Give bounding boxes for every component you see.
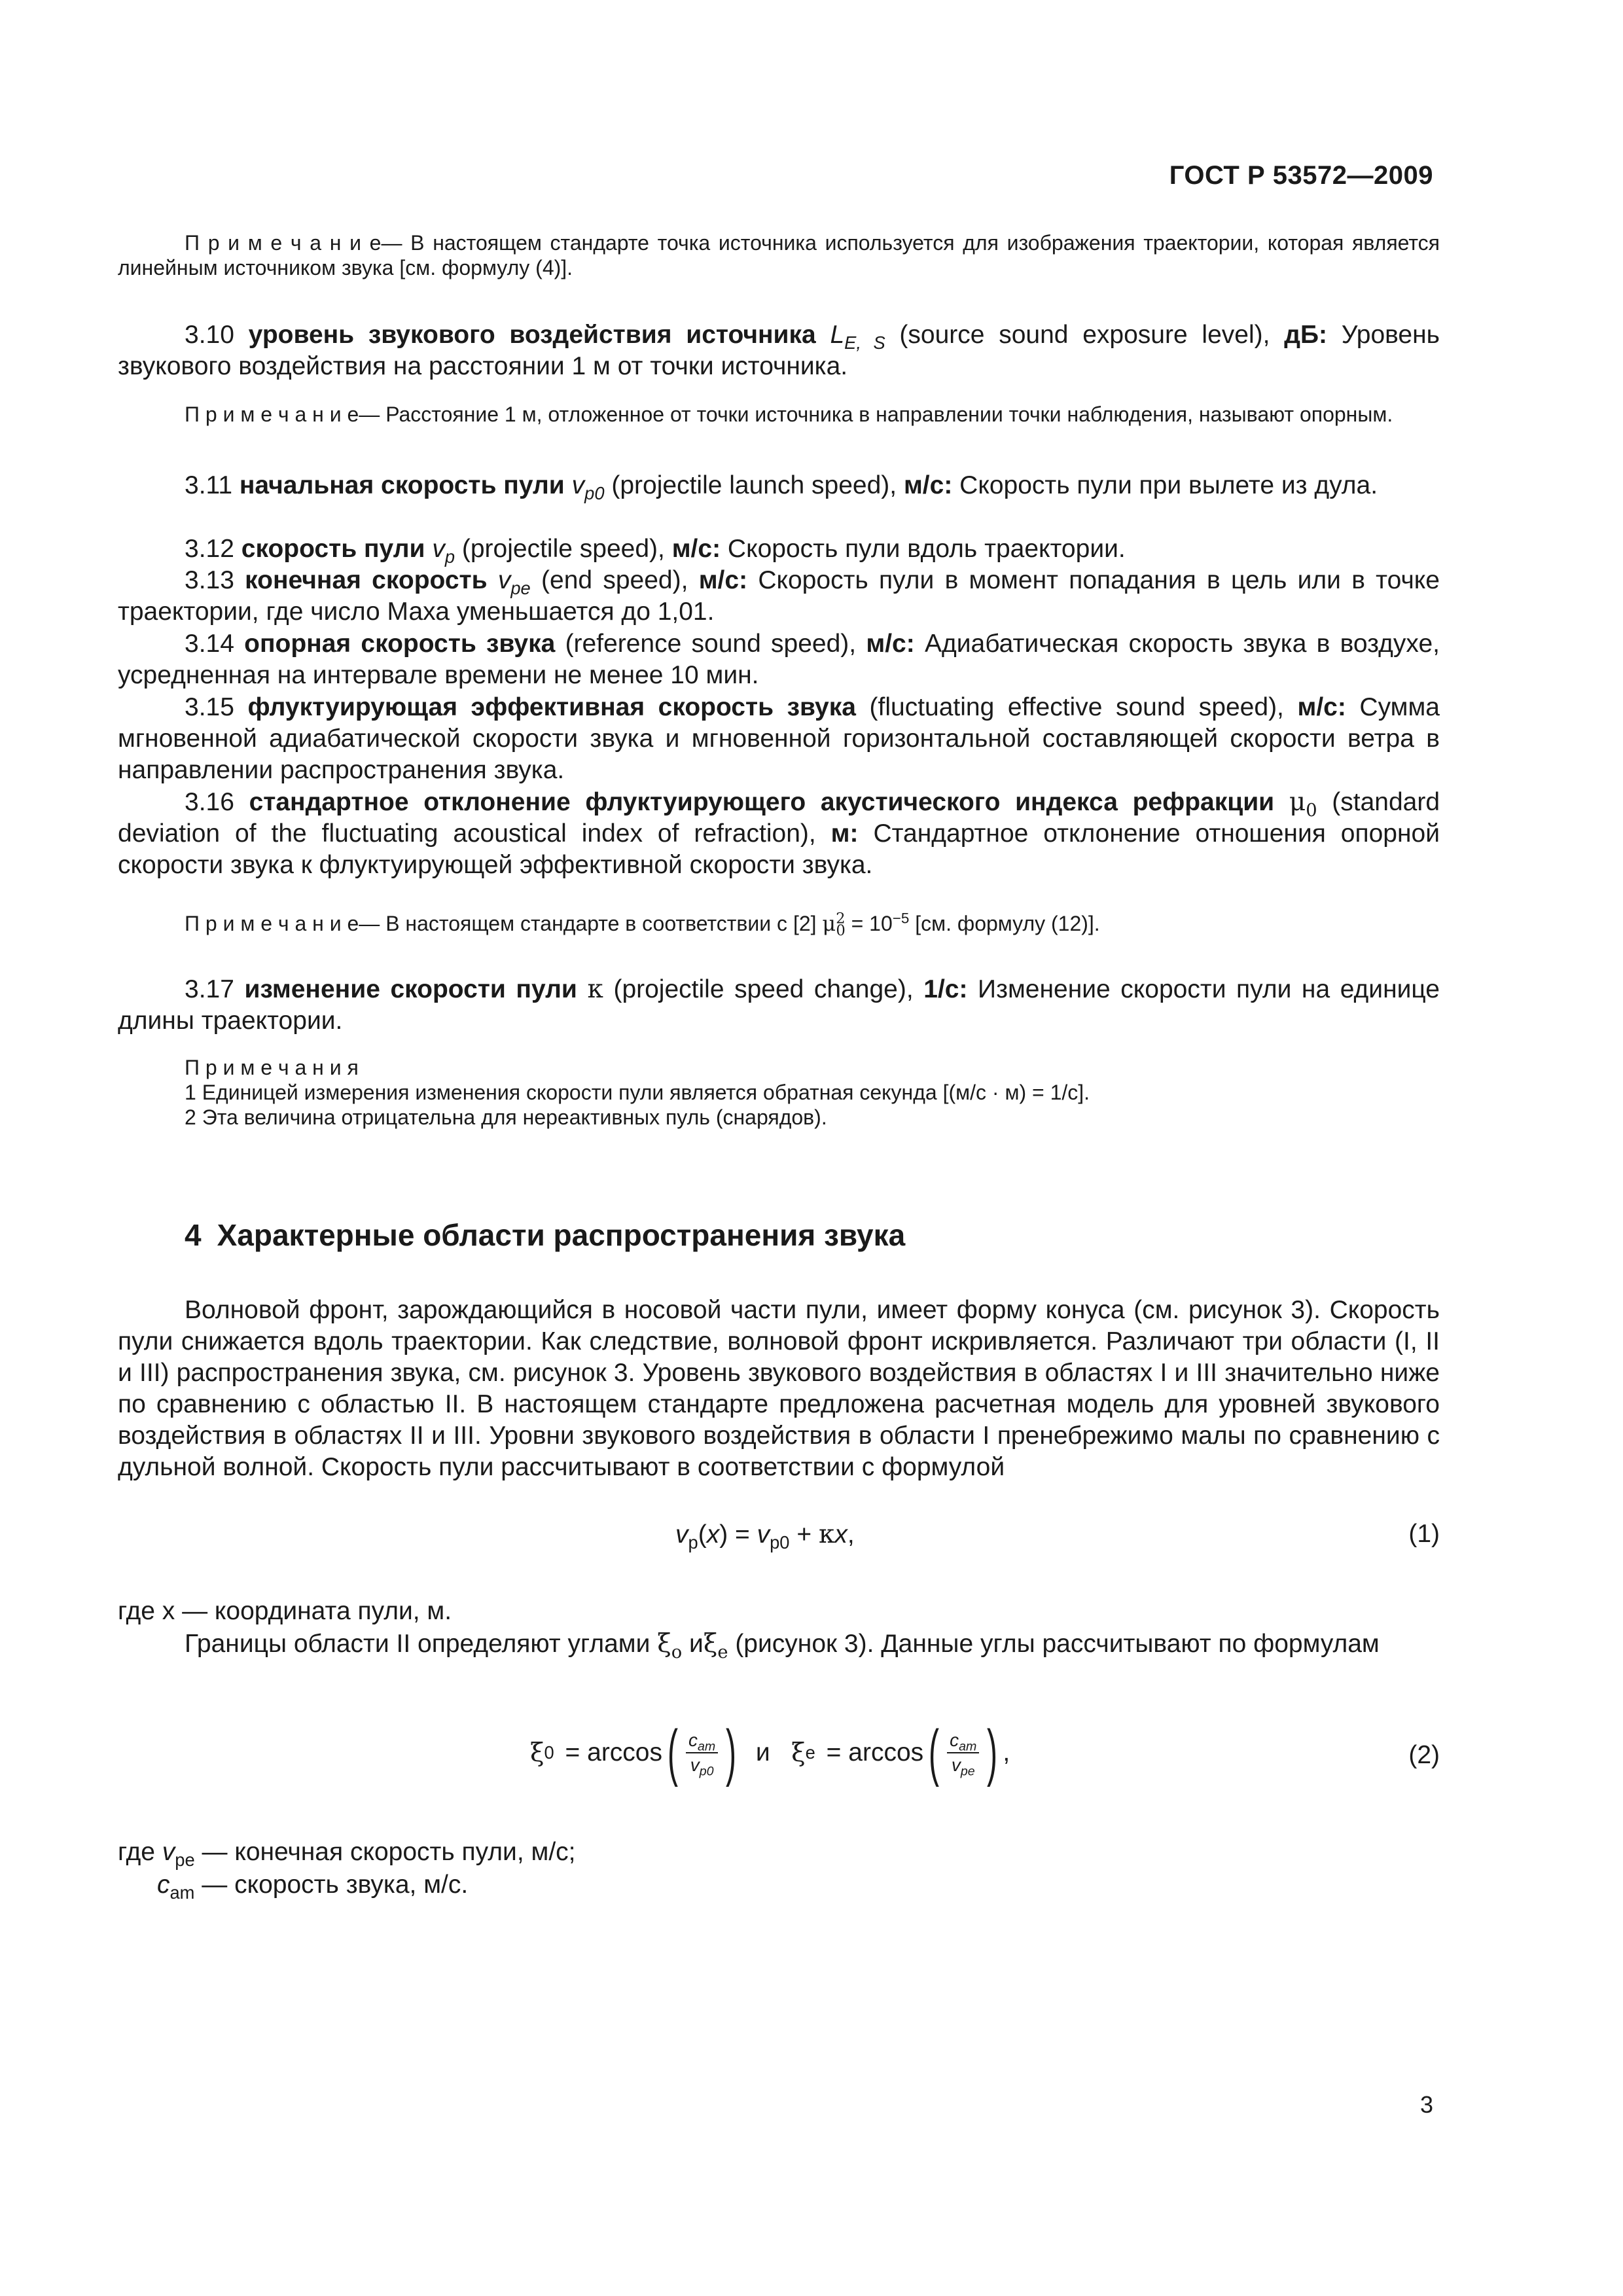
term-title: флуктуирующая эффективная скорость звука [247,693,856,721]
note-3-10 [118,402,1440,427]
term-english: (projectile speed change), [613,975,914,1003]
term-symbol: $v_{pe}$ [497,566,531,598]
term-english: (end speed), [541,566,688,594]
xi-e-symbol: $\xi_e$ [703,1629,728,1662]
term-symbol: $v_{p0}$ [571,471,605,503]
notes-label: П р и м е ч а н и я [185,1056,359,1079]
term-definition: Скорость пули при вылете из дула. [959,471,1378,499]
term-number: 3.16 [185,788,234,816]
note-exponent: −5 [892,910,910,927]
paragraph-text: Волновой фронт, зарождающийся в носовой части пули, имеет форму конуса (см. рисунок 3). Скорость пули снижается вдоль траектории. Как следствие, волновой фронт искривляется. Различают три области (I, II и III) распространения звука, см. рисунок 3. Уровень звукового воздействия в областях I и III значительно ниже по сравнению с областью II. В настоящем стандарте предложена расчетная модель для уровней звукового воздействия в областях II и III. Уровни звукового воздействия в области I пренебрежимо малы по сравнению с дульной волной. Скорость пули рассчитывают в соответствии с формулой [118,1296,1440,1481]
term-title: конечная скорость [245,566,488,594]
term-number: 3.14 [185,630,234,658]
term-unit: м/с: [903,471,953,499]
term-3-14 [118,628,1440,691]
section-4-paragraph [118,1295,1440,1483]
term-english: (fluctuating effective sound speed), [869,693,1284,721]
term-english: (standard deviation of the fluctuating acoustical index of refraction), [118,788,1440,848]
standard-header: ГОСТ Р 53572—2009 [1169,161,1433,190]
term-symbol: $\mu_0$ [1289,787,1317,821]
term-unit: 1/с: [923,975,968,1003]
note-item-2: 2 Эта величина отрицательна для нереактивных пуль (снарядов). [185,1105,827,1129]
term-3-11 [118,470,1440,501]
term-3-12 [118,533,1440,565]
term-definition: Адиабатическая скорость звука в воздухе, усредненная на интервале времени не менее 10 мин. [118,630,1440,689]
mu-symbol: $\mu^2_0$ [822,910,846,940]
xi-o-symbol: $\xi_o$ [657,1629,683,1662]
term-number: 3.10 [185,321,234,349]
term-title: начальная скорость пули [239,471,565,499]
equation-2-number: (2) [1408,1741,1440,1769]
term-symbol: κ [587,975,603,1004]
section-heading [185,1217,905,1253]
term-number: 3.17 [185,975,234,1003]
term-unit: м/с: [866,630,915,658]
section-title: Характерные области распространения звука [217,1218,906,1252]
term-english: (source sound exposure level), [899,321,1270,349]
note-label: П р и м е ч а н и е [185,912,359,935]
term-definition: Скорость пули вдоль траектории. [727,535,1126,563]
term-number: 3.13 [185,566,234,594]
term-title: стандартное отклонение флуктуирующего акустического индекса рефракции [249,788,1275,816]
equation-1-number: (1) [1408,1520,1440,1548]
note-3-16 [118,910,1440,940]
term-title: скорость пули [241,535,425,563]
term-unit: м/с: [698,566,748,594]
term-unit: м/с: [1297,693,1346,721]
note-label: П р и м е ч а н и е [185,231,382,255]
term-english: (projectile speed), [461,535,665,563]
note-text: — В настоящем стандарте точка источника используется для изображения траектории, которая является линейным источником звука [см. формулу (4)]. [118,231,1440,279]
term-3-10 [118,319,1440,382]
term-unit: дБ: [1284,321,1327,349]
note-reference: [см. формулу (12)]. [915,912,1100,935]
term-3-13 [118,565,1440,628]
note-top [118,230,1440,280]
term-3-17 [118,974,1440,1037]
term-number: 3.11 [185,471,233,499]
term-definition: Уровень звукового воздействия на расстоянии 1 м от точки источника. [118,321,1440,380]
note-item-1: 1 Единицей измерения изменения скорости пули является обратная секунда [(м/с · м) = 1/с]. [185,1081,1090,1104]
notes-3-17 [118,1055,1440,1130]
equation-1: $v_p(x) = v_{p0} + \kappa x$, [675,1520,855,1552]
term-definition: Скорость пули в момент попадания в цель или в точке траектории, где число Маха уменьшается до 1,01. [118,566,1440,626]
bounds-text: Границы области II определяют углами [185,1630,651,1658]
term-title: опорная скорость звука [244,630,556,658]
term-title: уровень звукового воздействия источника [248,321,816,349]
term-unit: м: [830,819,859,848]
term-definition: Сумма мгновенной адиабатической скорости звука и мгновенной горизонтальной составляющей скорости ветра в направлении распространения звука. [118,693,1440,784]
term-definition: Стандартное отклонение отношения опорной скорости звука к флуктуирующей эффективной скорости звука. [118,819,1440,879]
term-symbol: $L_{E, S}$ [830,321,885,353]
section-number: 4 [185,1218,202,1252]
where-vpe: где $v_{pe}$ — конечная скорость пули, м/с; [118,1838,576,1870]
page-number: 3 [1419,2091,1433,2118]
where-cam: $c_{am}$ — скорость звука, м/с. [157,1871,469,1903]
where-x: где x — координата пули, м. [118,1597,452,1625]
term-3-15 [118,692,1440,786]
term-english: (reference sound speed), [565,630,857,658]
bounds-paragraph [118,1628,1440,1660]
note-equality: = 10 [851,912,893,935]
term-number: 3.12 [185,535,234,563]
term-english: (projectile launch speed), [611,471,897,499]
note-text: — В настоящем стандарте в соответствии с [2] [359,912,817,935]
term-unit: м/с: [671,535,721,563]
bounds-text-2: (рисунок 3). Данные углы рассчитывают по формулам [735,1630,1380,1658]
term-title: изменение скорости пули [244,975,577,1003]
equation-2: ξ 0 = arccos ( $\frac{c_{am}}{v_{p0}}$ ) и ξ e = arccos ( $\frac{c_{am}}{v_{pe}}$ ) , [530,1717,1010,1787]
term-number: 3.15 [185,693,234,721]
term-definition: Изменение скорости пули на единице длины траектории. [118,975,1440,1035]
and-word: и [689,1630,704,1658]
term-3-16 [118,787,1440,881]
note-text: — Расстояние 1 м, отложенное от точки источника в направлении точки наблюдения, называют опорным. [359,403,1393,426]
note-label: П р и м е ч а н и е [185,403,359,426]
term-symbol: $v_p$ [432,535,455,567]
